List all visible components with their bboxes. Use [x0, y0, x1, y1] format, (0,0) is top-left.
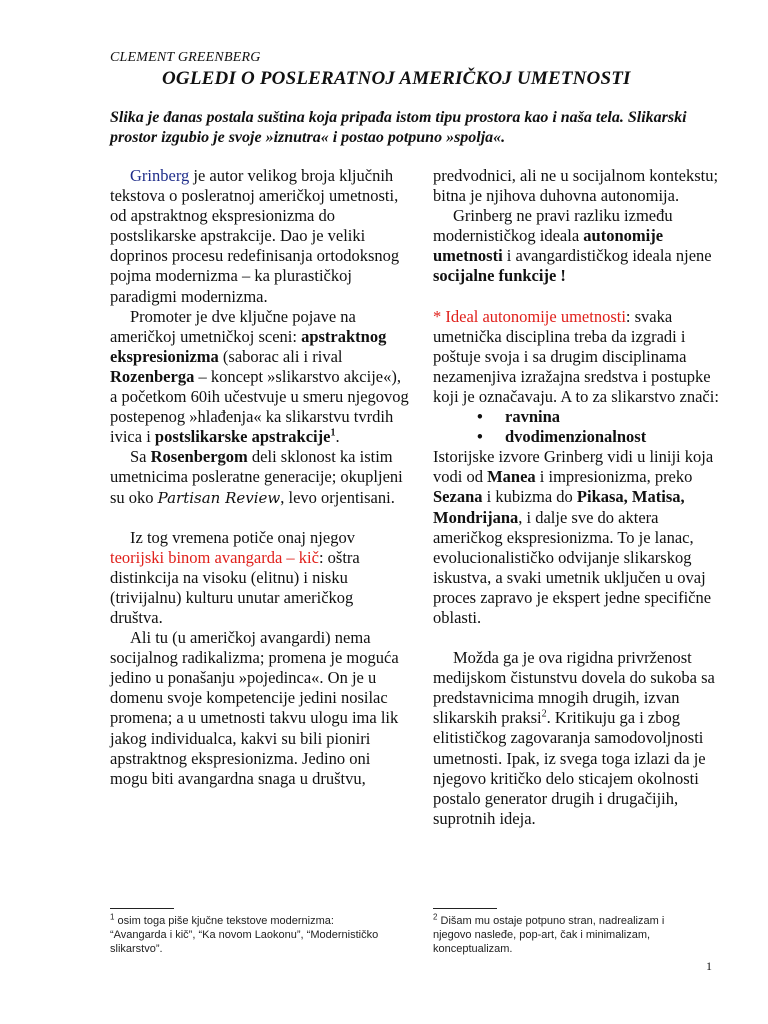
- bold-term: Pikasa, Matisa, Mondrijana: [433, 487, 685, 527]
- paragraph-autonomy: [433, 307, 723, 407]
- paragraph-text: je autor velikog broja ključnih tekstova o posleratnoj američkoj umetnosti, od apstraktnog ekspresionizma do postslikarske apstrakcije. Dao je veliki doprinos procesu redefinisanja ortodoksnog pojma modernizma – ka plurastičkoj paradigmi modernizma.: [110, 166, 400, 306]
- paragraph-text: .: [335, 427, 340, 447]
- spacer: [433, 628, 723, 648]
- bullet-item: • dvodimenzionalnost: [433, 427, 723, 447]
- author-name: CLEMENT GREENBERG: [110, 50, 261, 65]
- paragraph-avangarda: Ali tu (u američkoj avangardi) nema socijalnog radikalizma; promena je moguća jedino u ponašanju »pojedinca«. On je u domenu svoje kompetencije jedini nosilac promena; a u umetnosti takvu ulogu ima lik jakog individualca, kakvi su bili pioniri apstraktnog ekspresionizma. Jedino oni mogu biti avangardna snaga u društvu,: [110, 628, 399, 788]
- paragraph-text: Promoter je dve ključne pojave na američkoj umetničkoj sceni:: [110, 306, 356, 346]
- paragraph-text: : oštra distinkcija na visoku (elitnu) i nisku (trivijalnu) kulturu unutar američkog društva.: [110, 547, 360, 627]
- paragraph-rosenberg: [110, 447, 410, 507]
- bold-term: autonomije umetnosti: [433, 226, 664, 266]
- paragraph-sources: [433, 447, 723, 628]
- left-column: [110, 166, 410, 789]
- paragraph-text: , i dalje sve do aktera američkog ekspresionizma. To je lanac, evolucionalističko odvijanje slikarskog iskustva, a svaki umetnik uključen u ovaj proces zapravo je ekspert jedne specifične oblasti.: [433, 507, 712, 627]
- footnote-number: 1: [110, 912, 115, 922]
- bold-term: apstraktnog ekspresionizma: [110, 326, 387, 366]
- footnote-text: osim toga piše kjučne tekstove modernizma: “Avangarda i kič”, “Ka novom Laokonu”, “Modernističko slikarstvo”.: [110, 915, 379, 955]
- journal-title: Partisan Review: [157, 488, 281, 507]
- bullet-item: • ravnina: [433, 407, 723, 427]
- paragraph-promoter: [110, 307, 410, 448]
- paragraph-text: Možda ga je ova rigidna privrženost medijskom čistunstvu dovela do sukoba sa predstavnicima mnogih drugih, izvan slikarskih praksi: [433, 648, 715, 728]
- bullet-list: [433, 407, 723, 447]
- bold-term: Rozenberga: [110, 366, 195, 386]
- paragraph-text: , levo orjentisani.: [280, 487, 395, 507]
- paragraph-text: i avangardističkog ideala njene: [502, 246, 712, 266]
- footnote-divider: [110, 908, 174, 909]
- paragraph-text: Sa: [130, 447, 151, 467]
- paragraph-text: deli sklonost ka istim umetnicima posleratne generacije; okupljeni su oko: [110, 447, 403, 507]
- spacer: [433, 287, 723, 307]
- paragraph-text: Grinberg ne pravi razliku između modernističkog ideala: [433, 206, 673, 246]
- paragraph-text: . Kritikuju ga i zbog elitističkog zagovaranja samodovoljnosti umetnosti. Ipak, iz svega toga izlazi da je njegovo kritičko delo sticajem okolnosti postalo generator drugih i drugačijih, suprotnih ideja.: [433, 708, 706, 828]
- paragraph-text: (saborac ali i rival: [218, 346, 343, 366]
- spacer: [110, 508, 410, 528]
- highlight-term: * Ideal autonomije umetnosti: [433, 306, 626, 326]
- paragraph-text: i impresionizma, preko: [535, 467, 693, 487]
- footnote-text: Dišam mu ostaje potpuno stran, nadrealizam i njegovo nasleđe, pop-art, čak i minimalizam, konceptualizam.: [433, 915, 665, 955]
- bold-term: Rosenbergom: [150, 447, 248, 467]
- paragraph-binom: [110, 528, 410, 628]
- right-column: [433, 166, 723, 829]
- footnote-ref: 1: [330, 427, 336, 439]
- highlight-term: teorijski binom avangarda – kič: [110, 547, 319, 567]
- paragraph-text: : svaka umetnička disciplina treba da izgradi i poštuje svoja i sa drugim disciplinama nezamenjiva izražajna sredstva i postupke koji je označavaju. A to za slikarstvo znači:: [433, 306, 719, 406]
- footnote-number: 2: [433, 912, 438, 922]
- footnote-1: [110, 914, 380, 956]
- subtitle-quote: Slika je đanas postala suština koja pripađa istom tipu prostora kao i naša tela. Slikarski prostor izgubio je svoje »iznutra« i postao potpuno »spolja«.: [110, 109, 687, 146]
- paragraph-ideals: [433, 206, 723, 286]
- paragraph-text: Iz tog vremena potiče onaj njegov: [130, 527, 355, 547]
- bold-term: Manea: [487, 467, 536, 487]
- paragraph-text: i kubizma do: [482, 487, 577, 507]
- bold-term: socijalne funkcije !: [433, 266, 566, 286]
- paragraph-intro: [110, 166, 410, 307]
- paragraph-continued: predvodnici, ali ne u socijalnom kontekstu; bitna je njihova duhovna autonomija.: [433, 166, 719, 206]
- paragraph-criticism: [433, 648, 723, 829]
- name-grinberg: Grinberg: [130, 166, 190, 185]
- footnote-divider: [433, 908, 497, 909]
- paragraph-text: – koncept »slikarstvo akcije«), a početkom 60ih učestvuje u smeru njegovog postepenog »hlađenja« ka slikarstvu tvrdih ivica i: [110, 366, 409, 447]
- paragraph-text: Istorijske izvore Grinberg vidi u liniji koja vodi od: [433, 447, 714, 487]
- footnote-ref: 2: [541, 708, 547, 720]
- page-number: 1: [706, 959, 712, 973]
- bold-term: Sezana: [433, 487, 483, 507]
- bold-term: postslikarske apstrakcije: [154, 427, 331, 447]
- footnote-2: [433, 914, 703, 956]
- article-title: OGLEDI O POSLERATNOJ AMERIČKOJ UMETNOSTI: [162, 68, 631, 89]
